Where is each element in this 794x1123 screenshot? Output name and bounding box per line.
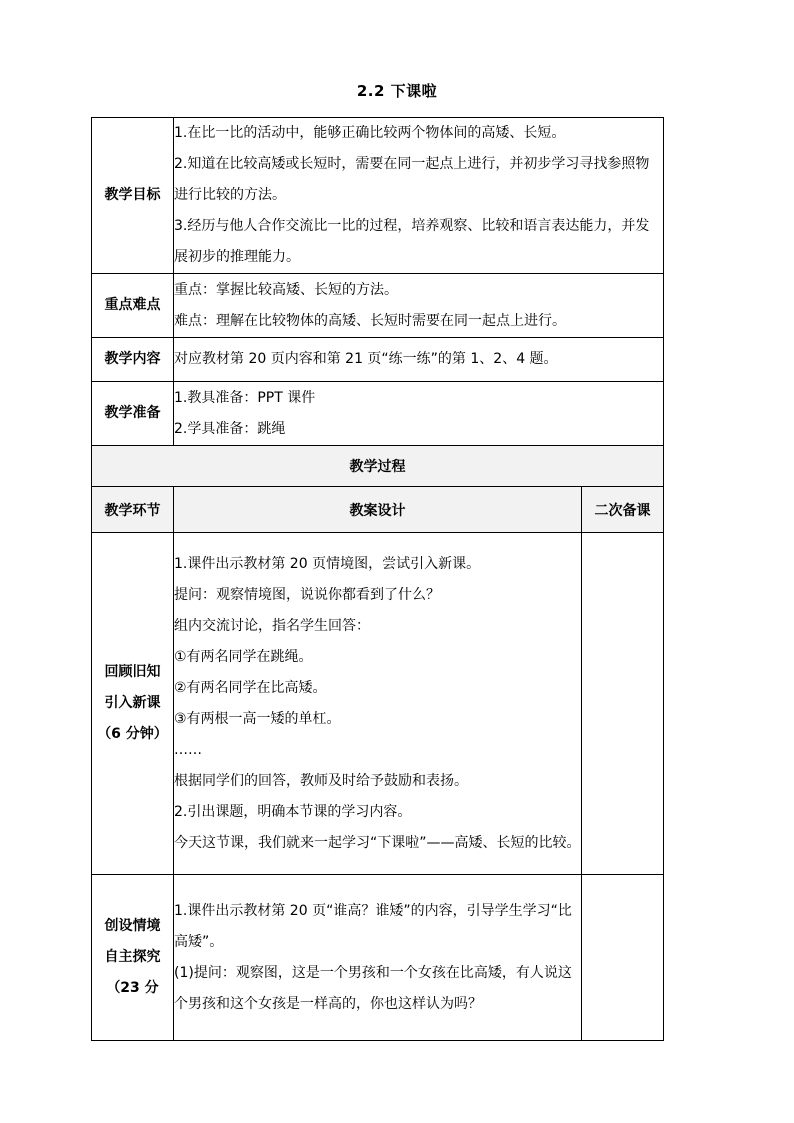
key-points-row bbox=[92, 274, 664, 338]
key-points-label: 重点难点 bbox=[92, 274, 174, 338]
stage-notes bbox=[582, 875, 664, 1041]
content-text-cell bbox=[174, 338, 664, 382]
stage-label-line: 创设情境 bbox=[104, 918, 161, 934]
design-line: 根据同学们的回答，教师及时给予鼓励和表扬。 bbox=[174, 772, 468, 789]
stage-design bbox=[174, 533, 582, 875]
goal-item: 2.知道在比较高矮或长短时，需要在同一起点上进行，并初步学习寻找参照物进行比较的方法。 bbox=[174, 156, 650, 203]
goals-row bbox=[92, 118, 664, 274]
stage-notes bbox=[582, 533, 664, 875]
content-text: 对应教材第 20 页内容和第 21 页“练一练”的第 1、2、4 题。 bbox=[174, 351, 558, 367]
stage-label-line: 自主探究 bbox=[104, 949, 161, 965]
prep-item: 1.教具准备：PPT 课件 bbox=[174, 389, 316, 406]
goal-item: 3.经历与他人合作交流比一比的过程，培养观察、比较和语言表达能力，并发展初步的推理能力。 bbox=[174, 218, 650, 265]
content-label: 教学内容 bbox=[92, 338, 174, 382]
design-line: (1)提问：观察图，这是一个男孩和一个女孩在比高矮，有人说这个男孩和这个女孩是一样高的，你也这样认为吗？ bbox=[174, 964, 572, 1012]
process-title: 教学过程 bbox=[92, 446, 664, 487]
goal-item: 1.在比一比的活动中，能够正确比较两个物体间的高矮、长短。 bbox=[174, 125, 566, 141]
key-points-content bbox=[174, 274, 664, 338]
design-line: ①有两名同学在跳绳。 bbox=[174, 648, 313, 665]
col-notes-header: 二次备课 bbox=[582, 487, 664, 533]
design-line: ②有两名同学在比高矮。 bbox=[174, 679, 327, 696]
design-line: …… bbox=[174, 741, 202, 758]
stage-design bbox=[174, 875, 582, 1041]
design-line: 组内交流讨论，指名学生回答： bbox=[174, 617, 370, 634]
stage-duration: （23 分 bbox=[106, 980, 159, 996]
design-line: 今天这节课，我们就来一起学习“下课啦”——高矮、长短的比较。 bbox=[174, 834, 581, 851]
stage-label-line: 回顾旧知 bbox=[104, 664, 161, 680]
stage-duration: （6 分钟） bbox=[97, 726, 168, 742]
lesson-plan-table bbox=[91, 117, 664, 1041]
content-row bbox=[92, 338, 664, 382]
design-line: 2.引出课题，明确本节课的学习内容。 bbox=[174, 803, 412, 820]
focus-text: 重点：掌握比较高矮、长短的方法。 bbox=[174, 281, 398, 298]
process-title-row bbox=[92, 446, 664, 487]
prep-label: 教学准备 bbox=[92, 382, 174, 446]
goals-label: 教学目标 bbox=[92, 118, 174, 274]
goals-content bbox=[174, 118, 664, 274]
design-line: 提问：观察情境图，说说你都看到了什么？ bbox=[174, 586, 440, 603]
col-design-header: 教案设计 bbox=[174, 487, 582, 533]
stage-row bbox=[92, 533, 664, 875]
stage-row bbox=[92, 875, 664, 1041]
prep-row bbox=[92, 382, 664, 446]
process-columns-row bbox=[92, 487, 664, 533]
stage-label-line: 引入新课 bbox=[104, 695, 161, 711]
design-line: 1.课件出示教材第 20 页“谁高？谁矮”的内容，引导学生学习“比高矮”。 bbox=[174, 902, 572, 950]
prep-content bbox=[174, 382, 664, 446]
design-line: ③有两根一高一矮的单杠。 bbox=[174, 710, 341, 727]
col-stage-header: 教学环节 bbox=[92, 487, 174, 533]
stage-label bbox=[92, 875, 174, 1041]
prep-item: 2.学具准备：跳绳 bbox=[174, 420, 286, 437]
page-title: 2.2 下课啦 bbox=[356, 82, 438, 100]
design-line: 1.课件出示教材第 20 页情境图，尝试引入新课。 bbox=[174, 555, 481, 572]
stage-label bbox=[92, 533, 174, 875]
difficulty-text: 难点：理解在比较物体的高矮、长短时需要在同一起点上进行。 bbox=[174, 312, 566, 329]
